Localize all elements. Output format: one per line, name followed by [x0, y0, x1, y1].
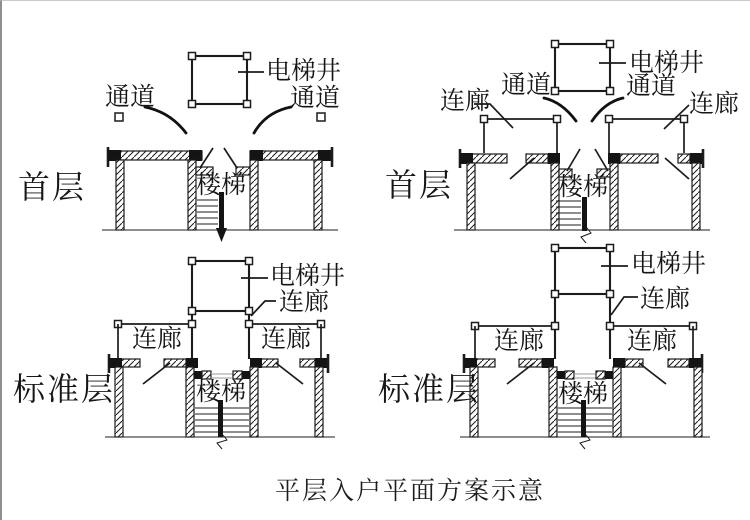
- br-corridor-center-label: 连廊: [640, 286, 691, 313]
- tl-passage-left-label: 通道: [105, 84, 156, 111]
- br-elevator-label: 电梯井: [631, 251, 707, 278]
- bl-stairs-label: 楼梯: [196, 379, 247, 406]
- bl-elevator-label: 电梯井: [270, 263, 346, 290]
- bl-corridor-center-label: 连廊: [279, 289, 330, 316]
- tl-elevator-shaft-drawing: [189, 53, 265, 108]
- figure-caption: 平层入户平面方案示意: [275, 478, 546, 505]
- br-corridor-left-label: 连廊: [494, 328, 545, 355]
- tr-passage-right-label: 通道: [626, 73, 677, 100]
- tl-stairs-label: 楼梯: [196, 172, 247, 199]
- bl-corridor-right-label: 连廊: [261, 326, 312, 353]
- br-corridor-right-label: 连廊: [627, 328, 678, 355]
- bl-floor-label: 标准层: [13, 371, 116, 407]
- tr-corridors-drawing: [474, 104, 689, 153]
- tl-passage-right-label: 通道: [290, 85, 341, 112]
- tr-corridor-right-label: 连廊: [689, 91, 740, 118]
- tr-floor-label: 首层: [385, 167, 454, 203]
- tr-corridor-left-label: 连廊: [440, 88, 491, 115]
- bl-elevator-shaft-drawing: [189, 258, 269, 312]
- tr-elevator-label: 电梯井: [629, 50, 705, 77]
- tl-elevator-label: 电梯井: [266, 58, 342, 85]
- bl-corridor-left-label: 连廊: [132, 326, 183, 353]
- br-floor-label: 标准层: [378, 371, 481, 407]
- tr-stairs-label: 楼梯: [558, 174, 609, 201]
- tr-passage-left-label: 通道: [501, 72, 552, 99]
- br-elevator-shaft-drawing: [552, 245, 629, 295]
- br-stairs-label: 楼梯: [558, 381, 609, 408]
- tl-floor-label: 首层: [18, 169, 87, 205]
- tr-elevator-shaft-drawing: [552, 41, 627, 95]
